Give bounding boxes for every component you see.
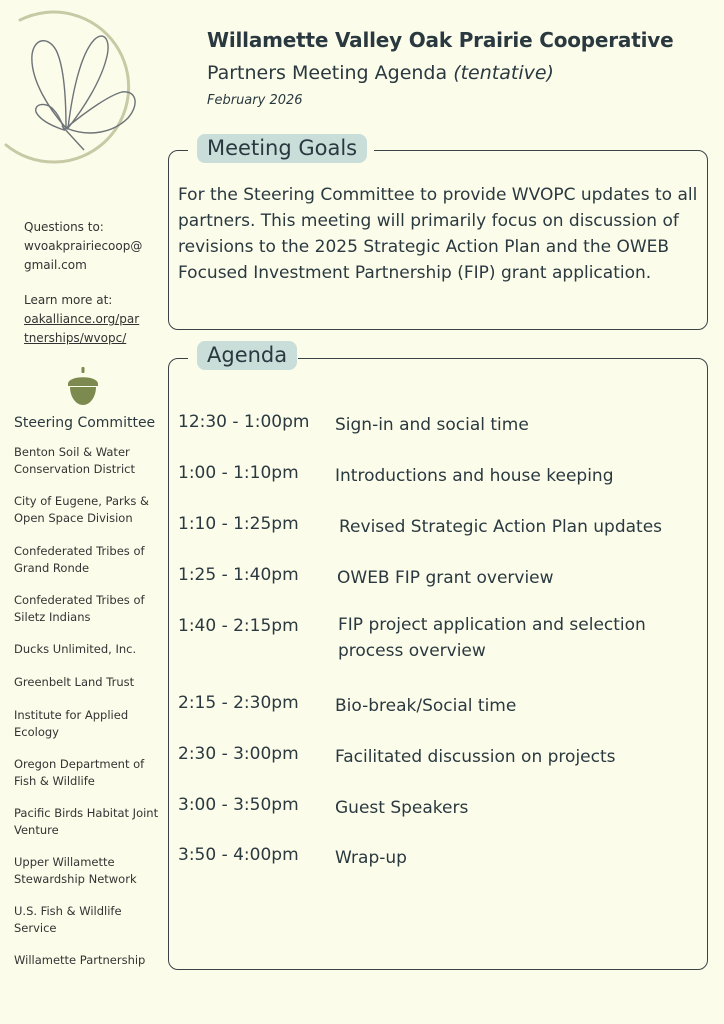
meeting-date: February 2026 <box>207 93 303 108</box>
member-item: Confederated Tribes of Siletz Indians <box>14 593 145 624</box>
agenda-time: 12:30 - 1:00pm <box>178 412 310 432</box>
agenda-time: 1:40 - 2:15pm <box>178 616 299 636</box>
member-item: Confederated Tribes of Grand Ronde <box>14 544 145 575</box>
subtitle-text: Partners Meeting Agenda <box>207 62 448 84</box>
steering-committee-title: Steering Committee <box>14 415 156 431</box>
agenda-time: 2:15 - 2:30pm <box>178 693 299 713</box>
agenda-box <box>168 358 708 970</box>
member-item: Pacific Birds Habitat Joint Venture <box>14 806 159 837</box>
questions-email: wvoakprairiecoop@ gmail.com <box>24 239 143 272</box>
agenda-desc: Introductions and house keeping <box>335 466 614 486</box>
member-item: Upper Willamette Stewardship Network <box>14 855 137 886</box>
agenda-time: 2:30 - 3:00pm <box>178 744 299 764</box>
agenda-time: 1:00 - 1:10pm <box>178 463 299 483</box>
agenda-time: 3:50 - 4:00pm <box>178 845 299 865</box>
organization-title: Willamette Valley Oak Prairie Cooperative <box>207 28 674 52</box>
agenda-desc: Wrap-up <box>335 848 407 868</box>
member-item: Oregon Department of Fish & Wildlife <box>14 757 145 788</box>
meeting-goals-heading: Meeting Goals <box>197 134 367 163</box>
agenda-desc: Revised Strategic Action Plan updates <box>339 517 663 537</box>
agenda-time: 3:00 - 3:50pm <box>178 795 299 815</box>
member-item: Benton Soil & Water Conservation District <box>14 445 135 476</box>
agenda-desc: Sign-in and social time <box>335 415 529 435</box>
meeting-goals-text: For the Steering Committee to provide WVOPC updates to all partners. This meeting will primarily focus on discussion of revisions to the 2025 Strategic Action Plan and the OWEB Focused Investment Partnership (FIP) grant application. <box>178 185 698 283</box>
contact-info <box>24 218 154 348</box>
agenda-desc: Facilitated discussion on projects <box>335 747 616 767</box>
agenda-time: 1:25 - 1:40pm <box>178 565 299 585</box>
agenda-desc: Bio-break/Social time <box>335 696 517 716</box>
subtitle-tentative: (tentative) <box>453 62 554 84</box>
questions-label: Questions to: <box>24 220 104 234</box>
agenda-desc: Guest Speakers <box>335 798 469 818</box>
member-item: Greenbelt Land Trust <box>14 675 135 689</box>
member-item: U.S. Fish & Wildlife Service <box>14 904 122 935</box>
member-item: Institute for Applied Ecology <box>14 708 129 739</box>
butterfly-logo <box>0 0 170 170</box>
agenda-heading: Agenda <box>197 341 297 370</box>
acorn-icon <box>66 367 100 407</box>
agenda-desc: OWEB FIP grant overview <box>337 568 554 588</box>
agenda-desc: FIP project application and selection <box>338 615 646 635</box>
member-item: City of Eugene, Parks & Open Space Division <box>14 494 150 525</box>
agenda-desc-line2: process overview <box>338 641 486 661</box>
member-item: Ducks Unlimited, Inc. <box>14 642 137 656</box>
page-subtitle <box>207 62 554 84</box>
agenda-time: 1:10 - 1:25pm <box>178 514 299 534</box>
learn-more-link[interactable]: oakalliance.org/par tnerships/wvopc/ <box>24 312 140 345</box>
member-item: Willamette Partnership <box>14 953 146 967</box>
learn-label: Learn more at: <box>24 293 113 307</box>
